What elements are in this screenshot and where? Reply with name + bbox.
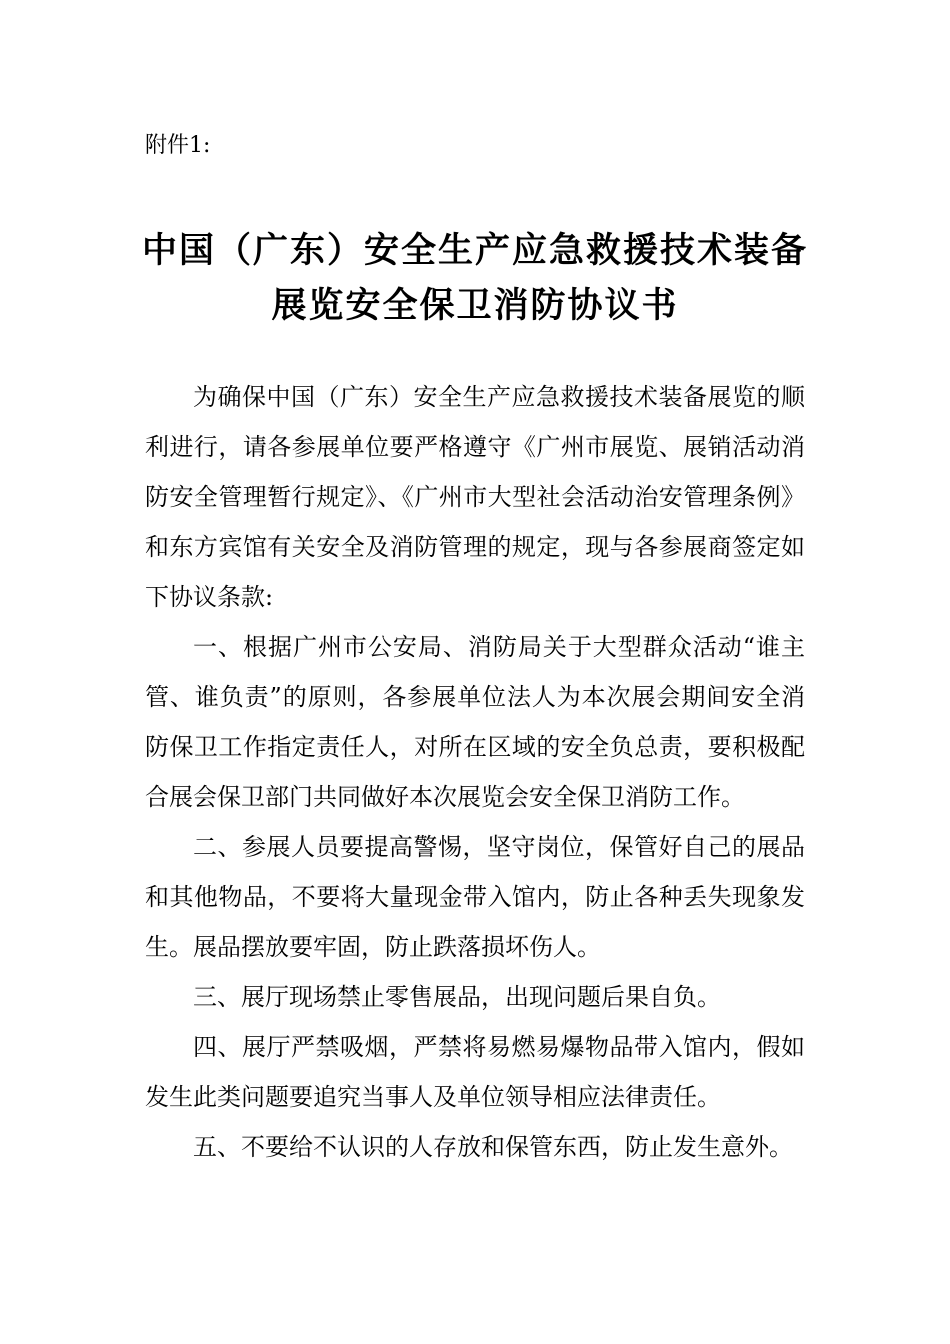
document-title-line-2: 展览安全保卫消防协议书 [271,286,679,326]
attachment-label: 附件1: [145,133,211,158]
clause-5-paragraph: 五、不要给不认识的人存放和保管东西，防止发生意外。 [193,1133,793,1161]
intro-paragraph: 为确保中国（广东）安全生产应急救援技术装备展览的顺利进行，请各参展单位要严格遵守《广州市展览、展销活动消防安全管理暂行规定》、《广州市大型社会活动治安管理条例》和东方宾馆有关安全及消防管理的规定，现与各参展商签定如下协议条款: [145,383,805,611]
clause-4-paragraph: 四、展厅严禁吸烟，严禁将易燃易爆物品带入馆内，假如发生此类问题要追究当事人及单位领导相应法律责任。 [145,1033,805,1111]
document-body [145,372,805,1172]
clause-3-paragraph: 三、展厅现场禁止零售展品，出现问题后果自负。 [193,983,721,1011]
document-title-line-1: 中国（广东）安全生产应急救援技术装备 [141,231,808,271]
clause-1-paragraph: 一、根据广州市公安局、消防局关于大型群众活动“谁主管、谁负责”的原则，各参展单位法人为本次展会期间安全消防保卫工作指定责任人，对所在区域的安全负总责，要积极配合展会保卫部门共同做好本次展览会安全保卫消防工作。 [145,633,805,811]
clause-2-paragraph: 二、参展人员要提高警惕，坚守岗位，保管好自己的展品和其他物品，不要将大量现金带入馆内，防止各种丢失现象发生。展品摆放要牢固，防止跌落损坏伤人。 [145,833,805,961]
